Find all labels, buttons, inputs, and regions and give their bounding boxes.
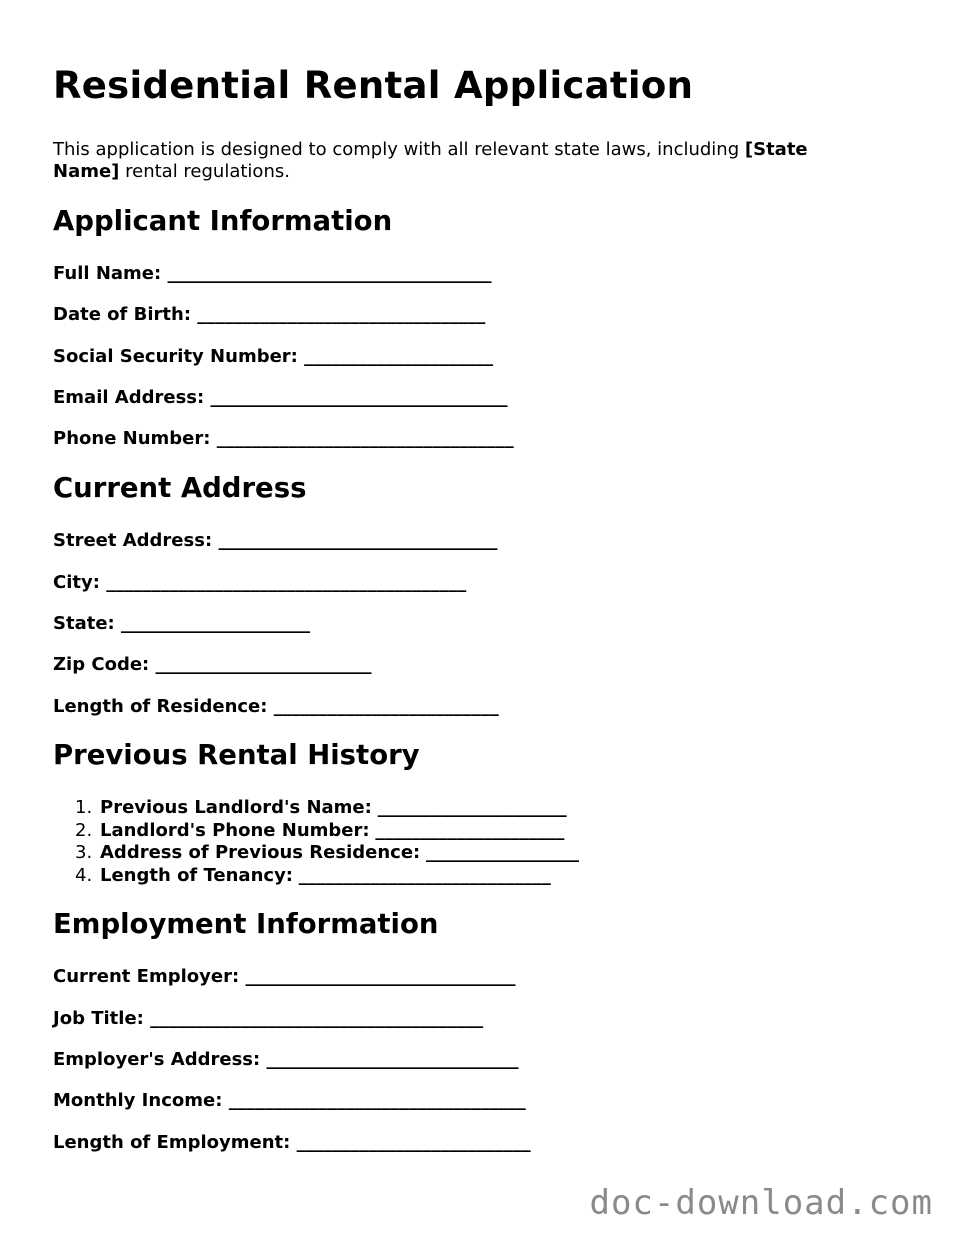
email-field[interactable] — [53, 387, 508, 409]
fill-in-line[interactable]: _____________________ — [121, 613, 311, 634]
fill-in-line[interactable]: _________________________________ — [210, 387, 508, 408]
fill-in-line[interactable]: _________________ — [425, 842, 579, 863]
field-label: Current Employer: — [53, 966, 240, 987]
rental-history-list — [53, 797, 579, 887]
fill-in-line[interactable]: ____________________________ — [266, 1049, 519, 1070]
list-item[interactable] — [75, 842, 579, 865]
fill-in-line[interactable]: ________________________________ — [197, 304, 486, 325]
field-label: Phone Number: — [53, 428, 211, 449]
field-label: Job Title: — [53, 1008, 144, 1029]
section-heading-history: Previous Rental History — [53, 739, 420, 771]
length-of-residence-field[interactable] — [53, 696, 499, 718]
field-label: Employer's Address: — [53, 1049, 261, 1070]
section-heading-employment: Employment Information — [53, 908, 439, 940]
list-number: 4. — [75, 864, 93, 886]
field-label: Social Security Number: — [53, 346, 298, 367]
field-label: Length of Residence: — [53, 696, 268, 717]
full-name-field[interactable] — [53, 263, 491, 285]
list-number: 1. — [75, 797, 93, 818]
fill-in-line[interactable]: _______________________________ — [218, 530, 498, 551]
fill-in-line[interactable]: _________________________________ — [216, 428, 514, 449]
city-field[interactable] — [53, 572, 466, 594]
list-item[interactable] — [75, 819, 579, 843]
field-label: Monthly Income: — [53, 1090, 223, 1111]
list-item[interactable] — [75, 864, 579, 888]
fill-in-line[interactable]: _____________________ — [377, 797, 567, 818]
intro-text-start: This application is designed to comply with all relevant state laws, including — [53, 139, 745, 160]
fill-in-line[interactable]: ________________________________________ — [106, 572, 467, 593]
field-label: Date of Birth: — [53, 304, 192, 325]
fill-in-line[interactable]: _____________________ — [375, 819, 565, 841]
fill-in-line[interactable]: _________________________ — [273, 696, 499, 717]
length-of-employment-field[interactable] — [53, 1132, 531, 1154]
monthly-income-field[interactable] — [53, 1090, 526, 1112]
field-label: Street Address: — [53, 530, 213, 551]
field-label: Full Name: — [53, 263, 162, 284]
state-field[interactable] — [53, 613, 310, 635]
field-label: City: — [53, 572, 100, 593]
phone-field[interactable] — [53, 428, 514, 450]
employer-address-field[interactable] — [53, 1049, 518, 1071]
fill-in-line[interactable]: _____________________________________ — [150, 1008, 484, 1029]
section-heading-applicant: Applicant Information — [53, 205, 393, 237]
field-label: Landlord's Phone Number: — [100, 819, 370, 841]
job-title-field[interactable] — [53, 1008, 483, 1030]
current-employer-field[interactable] — [53, 966, 515, 988]
list-item[interactable] — [75, 797, 579, 820]
fill-in-line[interactable]: _____________________ — [304, 346, 494, 367]
fill-in-line[interactable]: ______________________________ — [245, 966, 516, 987]
watermark: doc-download.com — [589, 1183, 933, 1223]
field-label: Length of Employment: — [53, 1132, 291, 1153]
field-label: Address of Previous Residence: — [100, 842, 421, 863]
document-title: Residential Rental Application — [53, 64, 694, 107]
list-number: 3. — [75, 842, 93, 863]
ssn-field[interactable] — [53, 346, 493, 368]
intro-paragraph — [53, 139, 853, 183]
field-label: Length of Tenancy: — [100, 864, 293, 886]
street-address-field[interactable] — [53, 530, 497, 552]
field-label: State: — [53, 613, 115, 634]
fill-in-line[interactable]: __________________________ — [296, 1132, 531, 1153]
date-of-birth-field[interactable] — [53, 304, 485, 326]
fill-in-line[interactable]: _________________________________ — [228, 1090, 526, 1111]
zip-code-field[interactable] — [53, 654, 372, 676]
field-label: Email Address: — [53, 387, 205, 408]
fill-in-line[interactable]: ____________________________ — [298, 864, 551, 886]
fill-in-line[interactable]: ________________________ — [155, 654, 372, 675]
fill-in-line[interactable]: ____________________________________ — [167, 263, 492, 284]
field-label: Previous Landlord's Name: — [100, 797, 372, 818]
field-label: Zip Code: — [53, 654, 150, 675]
intro-state-placeholder: [State Name] — [53, 139, 808, 182]
section-heading-address: Current Address — [53, 472, 307, 504]
list-number: 2. — [75, 819, 93, 841]
intro-text-end: rental regulations. — [119, 161, 290, 182]
